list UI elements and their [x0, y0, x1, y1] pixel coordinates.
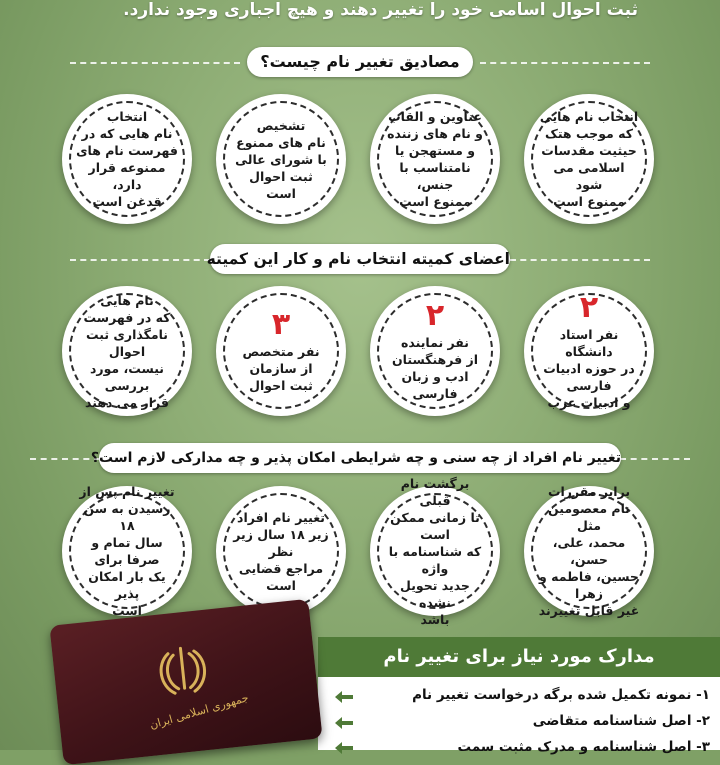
circle-line: ثبت احوال [249, 377, 313, 393]
circle-line: باشد [420, 611, 450, 627]
documents-title: مدارک مورد نیاز برای تغییر نام [318, 637, 720, 677]
section-2-right-rule [510, 259, 650, 261]
section-1-circle-4 [62, 94, 192, 224]
circle-line: جدید تحویل نشده [400, 577, 470, 610]
circle-line: برگشت نام قبلی [400, 475, 470, 508]
circle-line: از فرهنگستان [391, 352, 479, 367]
arrow-left-icon [334, 741, 354, 755]
section-1-right-rule [480, 62, 650, 64]
section-1-left-rule [70, 62, 240, 64]
circle-text [538, 484, 640, 618]
circle-line: سال تمام و صرفا برای [91, 535, 163, 567]
section-2-circle-3 [216, 286, 346, 416]
circle-line: انتخاب [106, 109, 148, 124]
circle-line: قدغن است [92, 194, 162, 209]
circle-line: ادب و زبان فارسی [401, 369, 469, 401]
document-item: ۲- اصل شناسنامه متقاضی [532, 713, 710, 729]
circle-line: که در فهرست [83, 309, 171, 325]
circle-line: است [112, 603, 142, 618]
circle-text [384, 108, 486, 210]
section-1-circle-2 [370, 94, 500, 224]
documents-list [318, 677, 720, 755]
circle-line: نام معصومین مثل [548, 501, 630, 533]
section-3-left-rule [30, 458, 100, 460]
circle-line: یک بار امکان پذیر [88, 569, 166, 601]
circle-text [230, 108, 332, 210]
section-2-circle-4 [62, 286, 192, 416]
section-1-circle-1 [524, 94, 654, 224]
circle-line: تشخیص [256, 117, 306, 133]
intro-text: ثبت احوال اسامی خود را تغییر دهند و هیچ اجباری وجود ندارد. [123, 0, 638, 20]
circle-line: که شناسنامه با واژه [388, 543, 482, 576]
section-3-right-rule [620, 458, 690, 460]
section-2-circle-1 [524, 286, 654, 416]
circle-line: در حوزه ادبیات فارسی [543, 360, 635, 393]
circle-line: نام های ممنوع [236, 134, 326, 150]
arrow-left-icon [334, 690, 354, 704]
section-2-left-rule [70, 259, 210, 261]
circle-line: حسین، فاطمه و زهرا [539, 569, 639, 601]
circle-line: و نام های زننده [387, 126, 483, 141]
circle-text [538, 289, 640, 410]
circle-line: که موجب هتک [545, 126, 633, 141]
section-3-circle-2 [370, 475, 500, 627]
circle-line: ممنوع است [553, 194, 625, 209]
circle-line: فهرست نام های [76, 143, 178, 158]
section-3-title: تغییر نام افراد از چه سنی و چه شرایطی امکان پذیر و چه مدارکی لازم است؟ [99, 443, 621, 473]
circle-line: ثبت احوال [249, 168, 313, 184]
circle-line: تغییر نام افراد [237, 509, 325, 525]
circle-line: نام هایی که در [81, 126, 173, 141]
section-2-title: اعضای کمیته انتخاب نام و کار این کمیته [210, 244, 510, 274]
circle-line: است [266, 185, 296, 201]
circle-line: غیر قابل تغییرند [538, 603, 640, 618]
iran-emblem-icon [150, 637, 216, 703]
circle-text [76, 292, 178, 410]
circle-line: ممنوعه قرار دارد، [88, 160, 166, 192]
member-count: ۲ [579, 289, 599, 325]
section-3-circle-4 [62, 486, 192, 616]
member-count: ۲ [425, 298, 445, 333]
circle-line: ممنوع است [399, 194, 471, 209]
circle-text [384, 475, 486, 627]
circle-text [384, 300, 486, 402]
circle-line: مراجع قضایی است [238, 560, 324, 593]
circle-text [76, 484, 178, 618]
circle-line: محمد، علی، حسن، [552, 535, 626, 567]
circle-text [538, 108, 640, 210]
circle-line: نامگذاری ثبت احوال [86, 326, 168, 359]
section-1-title: مصادیق تغییر نام چیست؟ [247, 47, 473, 77]
circle-line: قرار می دهند [85, 394, 169, 410]
section-2-circle-2 [370, 286, 500, 416]
circle-line: عناوین و القاب [388, 109, 482, 124]
section-3-circle-3 [216, 486, 346, 616]
circle-line: نام هایی [100, 292, 154, 308]
circle-line: زیر ۱۸ سال زیر نظر [233, 526, 329, 559]
circle-line: حیثیت مقدسات [541, 143, 637, 158]
circle-line: نیست، مورد بررسی [89, 360, 165, 393]
circle-line: اسلامی می شود [553, 160, 625, 192]
circle-line: تا زمانی ممکن است [390, 509, 480, 542]
circle-text [230, 300, 332, 402]
circle-line: نفر استاد دانشگاه [559, 326, 619, 359]
circle-text [230, 500, 332, 602]
circle-line: و ادبیات عرب [547, 394, 631, 410]
passport-image [49, 599, 322, 765]
section-3-circle-1 [524, 486, 654, 616]
circle-line: رسیدن به سن ۱۸ [83, 501, 171, 533]
document-item: ۱- نمونه تکمیل شده برگه درخواست تغییر نام [412, 687, 710, 703]
passport-text: جمهوری اسلامی ایران [148, 690, 250, 732]
circle-line: برابر مقررات [547, 484, 631, 499]
circle-line: از سازمان [249, 360, 313, 376]
circle-line: با شورای عالی [235, 151, 327, 167]
arrow-left-icon [334, 716, 354, 730]
circle-line: تغییر نام پس از [79, 484, 175, 499]
document-item: ۳- اصل شناسنامه و مدرک مثبت سمت [457, 739, 710, 755]
member-count: ۳ [271, 306, 291, 342]
circle-line: نفر متخصص [242, 343, 320, 359]
circle-line: نفر نماینده [401, 335, 469, 350]
section-1-circle-3 [216, 94, 346, 224]
circle-line: نامتناسب با جنس، [399, 160, 471, 192]
circle-line: و مستهجن یا [395, 143, 475, 158]
circle-text [76, 108, 178, 210]
circle-line: انتخاب نام هایی [539, 109, 639, 124]
